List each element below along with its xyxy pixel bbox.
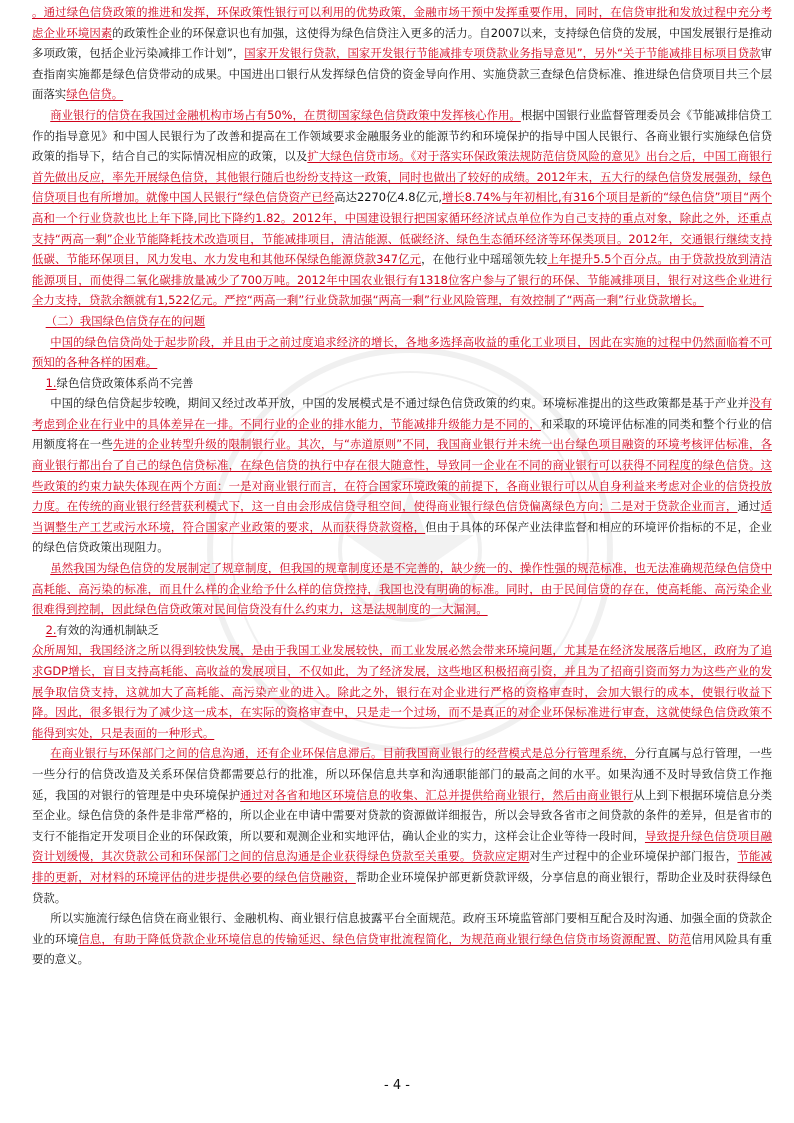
- highlight-text: 增长8.74%与年初相比,有316个项目是新的“绿色信贷”项目“两个高和一个行业贷款也比上年下降,同比下降约1.82。2012年，中国建设银行把国家循环经济试点单位作为自己支持的重点对象，除此之外，还重点支持“两高一剩”企业节能降耗技术改造项目，节能减排项目，清洁能源、低碳经济、绿色生态循环经济等环保类项目。2012年，交通银行继续支持低碳、节能环保项目，风力发电、水力发电和其他环保绿色能源贷款347亿元: [32, 190, 772, 267]
- document-body: [32, 2, 772, 970]
- highlight-text: 先进的企业转型升级的限制银行业。其次，与“赤道原则”不同，我国商业银行并未统一出台绿色项目融资的环境考核评估标准，各商业银行都出台了自己的绿色信贷标准，在绿色信贷的执行中存在很大随意性，导致同一企业在不同的商业银行可以获得不同程度的绿色信贷。这些政策的约束力缺失体现在两个方面：一是对商业银行而言，在符合国家环境政策的前提下，各商业银行可以从自身利益来考虑对企业的信贷投放力度。在传统的商业银行经营获利模式下，这一自由会形成信贷寻租空间，使得商业银行绿色信贷偏离绿色方向；二是对于贷款企业而言，: [32, 437, 772, 514]
- paragraph-5: [32, 558, 772, 620]
- body-text: 对生产过程中的企业环境保护部门报告，: [529, 849, 738, 864]
- highlight-text: 绿色信贷。: [66, 87, 124, 102]
- paragraph-7: [32, 743, 772, 908]
- subsection-title: 绿色信贷政策体系尚不完善: [56, 375, 194, 390]
- highlight-text: 通过对各省和地区环境信息的收集、汇总并提供给商业银行，然后由商业银行: [240, 787, 634, 802]
- body-text: 高达2270亿4.8亿元,: [334, 190, 442, 205]
- highlight-text: 导致提升绿色信贷项目融资计划缓慢，其次贷款公司和环保部门之间的信息沟通是企业获得绿色贷款至关重要。贷款应定期: [32, 828, 772, 864]
- page-number: - 4 -: [384, 1078, 410, 1093]
- paragraph-8: [32, 908, 772, 970]
- highlight-text: 上年提升5.5个百分点。由于贷款投放到清洁能源项目，而使得二氧化碳排放量减少了700万吨。2012年中国农业银行有1318位客户参与了银行的环保、节能减排项目，银行对这些企业进行全力支持，贷款余额就有1,522亿元。严控“两高一剩”行业贷款加强“两高一剩”行业风险管理，有效控制了“两高一剩”行业贷款增长。: [32, 252, 772, 308]
- body-text: 但由于具体的环保产业法律监督和相应的环境评价指标的不足，企业的绿色信贷政策出现阻力。: [32, 519, 772, 555]
- subsection-heading: [32, 373, 772, 394]
- highlight-text: 众所周知，我国经济之所以得到较快发展，是由于我国工业发展较快，而工业发展必然会带来环境问题，尤其是在经济发展落后地区，政府为了追求GDP增长，盲目支持高耗能、高收益的发展项目，不仅如此，为了经济发展，这些地区积极招商引资，并且为了招商引资而努力为这些产业的发展争取信贷支持，这就加大了高耗能、高污染产业的进入。除此之外，银行在对企业进行严格的资格审查时，会加大银行的成本，使银行收益下降。因此，很多银行为了减少这一成本，在实际的资格审查中，只是走一个过场，而不是真正的对企业环保标准进行审查，这就使绿色信贷政策不能得到实处，只是表面的一种形式。: [32, 643, 772, 740]
- highlight-text: 。通过绿色信贷政策的推进和发挥，环保政策性银行可以利用的优势政策，金融市场干预中发挥重要作用，同时，在信贷审批和发放过程中充分考虑企业环境因素: [32, 5, 772, 40]
- subsection-number: 2.: [45, 622, 57, 637]
- highlight-text: 国家开发银行贷款，国家开发银行节能减排专项贷款业务指导意见”，另外“关于节能减排目标项目贷款: [244, 46, 761, 61]
- paragraph-4: [32, 393, 772, 558]
- subsection-heading: [32, 620, 772, 641]
- body-text: 信用风险具有重要的意义。: [32, 931, 772, 967]
- subsection-title: 有效的沟通机制缺乏: [56, 622, 160, 637]
- highlight-text: 在商业银行与环保部门之间的信息沟通，还有企业环保信息滞后。目前我国商业银行的经营模式是总分行管理系统，: [50, 746, 635, 761]
- highlight-text: 没有考虑到企业在行业中的具体差异在一排。不同行业的企业的排水能力，节能减排升级能力是不同的，: [32, 396, 772, 431]
- paragraph-2: [32, 105, 772, 311]
- body-text: 审查指南实施都是绿色信贷带动的成果。中国进出口银行从发挥绿色信贷的资金导向作用、实施贷款三查绿色信贷标准、推进绿色信贷项目共三个层面落实: [32, 46, 772, 102]
- highlight-text: 适当调整生产工艺或污水环境，符合国家产业政策的要求，从而获得贷款资格，: [32, 499, 772, 534]
- paragraph-6: [32, 640, 772, 743]
- body-text: 从上到下根据环境信息分类至企业。绿色信贷的条件是非常严格的，所以企业在申请中需要对贷款的资源做详细报告，所以会导致各省市之间贷款的条件的差异，但是省市的支行不能指定开发项目企业的环保政策，所以要和观测企业和实地评估，确认企业的实力，这样会让企业等待一段时间，: [32, 787, 772, 843]
- body-text: 所以实施流行绿色信贷在商业银行、金融机构、商业银行信息披露平台全面规范。政府玉环境监管部门要相互配合及时沟通、加强全面的贷款企业的环境: [32, 911, 772, 946]
- body-text: 和采取的环境评估标准的同类和整个行业的信用额度将在一些: [32, 416, 772, 452]
- body-text: 根据中国银行业监督管理委员会《节能减排信贷工作的指导意见》和中国人民银行为了改善和提高在工作领域要求金融服务业的能源节约和环境保护的指导中国人民银行、各商业银行实施绿色信贷政策的指导下，结合自己的实际情况相应的政策，以及: [32, 107, 772, 164]
- highlight-text: 虽然我国为绿色信贷的发展制定了规章制度，但我国的规章制度还是不完善的，缺少统一的、操作性强的规范标准，也无法准确规范绿色信贷中高耗能、高污染的标准，而且什么样的企业给予什么样的信贷控持，我国也没有明确的标准。同时，由于民间信贷的存在，使高耗能、高污染企业很难得到控制，因此绿色信贷政策对民间信贷没有什么约束力，这是法规制度的一大漏洞。: [32, 561, 772, 617]
- subsection-number: 1.: [45, 375, 57, 390]
- highlight-text: 商业银行的信贷在我国过金融机构市场占有50%，在贯彻国家绿色信贷政策中发挥核心作用。: [50, 107, 521, 122]
- paragraph-3: [32, 332, 772, 373]
- section-heading: [32, 311, 772, 332]
- body-text: 分行直属与总行管理，一些一些分行的信贷改造及关系环保信贷都需要总行的批准，所以环保信息共享和沟通职能部门的最高之间的水平。如果沟通不及时导致信贷工作拖延，我国的对银行的管理是中央环境保护: [32, 746, 772, 802]
- highlight-text: 信息，有助于降低贷款企业环境信息的传输延迟、绿色信贷审批流程简化，为规范商业银行绿色信贷市场资源配置、防范: [78, 931, 692, 946]
- highlight-text: 节能减排的更新，对材料的环境评估的进步提供必要的绿色信贷融资，: [32, 849, 772, 884]
- highlight-text: 中国的绿色信贷尚处于起步阶段，并且由于之前过度追求经济的增长，各地多选择高收益的重化工业项目，因此在实施的过程中仍然面临着不可预知的各种各样的困难。: [32, 334, 772, 370]
- paragraph-1: [32, 2, 772, 105]
- highlight-text: 扩大绿色信贷市场。《对于落实环保政策法规防范信贷风险的意见》出台之后，中国工商银行首先做出反应，率先开展绿色信贷，其他银行随后也纷纷支持这一政策，同时也做出了较好的成绩。2012年末，五大行的绿色信贷发展强劲，绿色信贷项目也有所增加。就像中国人民银行“绿色信贷资产已经: [32, 149, 772, 205]
- body-text: 通过: [737, 499, 761, 514]
- body-text: 的政策性企业的环保意识也有加强，这使得为绿色信贷注入更多的活力。自2007以来，支持绿色信贷的发展，中国发展银行是推动多项政策，包括企业污染减排工作计划”，: [32, 25, 772, 61]
- body-text: 中国的绿色信贷起步较晚，期间又经过改革开放，中国的发展模式是不通过绿色信贷政策的约束。环境标准提出的这些政策都是基于产业并: [50, 396, 750, 411]
- section-heading-text: （二）我国绿色信贷存在的问题: [45, 313, 206, 328]
- body-text: 帮助企业环境保护部更新贷款评级，分享信息的商业银行，帮助企业及时获得绿色贷款。: [32, 869, 772, 905]
- body-text: ，在他行业中瑶瑶领先较: [421, 252, 548, 267]
